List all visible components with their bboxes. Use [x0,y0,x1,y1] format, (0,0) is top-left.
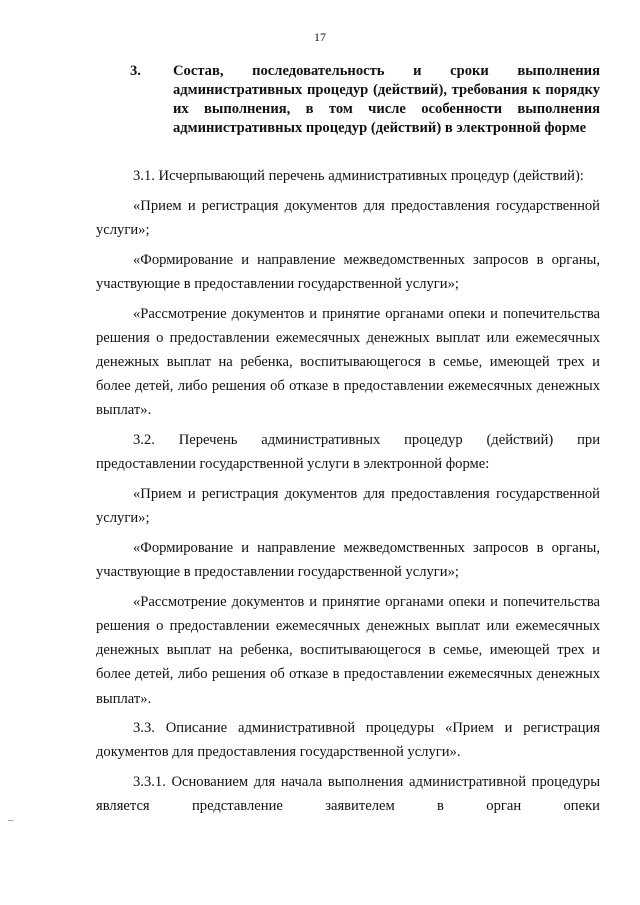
list-item-requests: «Формирование и направление межведомственных запросов в органы, участвующие в предоставлении государственной услуги»; [96,251,600,292]
paragraph-3-3: 3.3. Описание административной процедуры «Прием и регистрация документов для предоставления государственной услуги». [96,720,600,761]
section-title: Состав, последовательность и сроки выполнения административных процедур (действий), требования к порядку их выполнения, в том числе особенности выполнения административных процедур (действий) в электронной форме [173,63,600,136]
paragraph-3-3-1: 3.3.1. Основанием для начала выполнения административной процедуры является представление заявителем в орган опеки [96,774,600,815]
list-item-review-electronic: «Рассмотрение документов и принятие органами опеки и попечительства решения о предоставлении ежемесячных денежных выплат или ежемесячных денежных выплат на ребенка, воспитывающегося в семье, имеющей трех и более детей, либо решения об отказе в предоставлении ежемесячных денежных выплат». [96,593,600,707]
list-item-requests-electronic: «Формирование и направление межведомственных запросов в органы, участвующие в предоставлении государственной услуги»; [96,539,600,581]
paragraph-3-2: 3.2. Перечень административных процедур (действий) при предоставлении государственной услуги в электронной форме: [96,432,600,473]
page-number: 17 [314,30,326,44]
margin-dash-mark: – [8,814,14,826]
paragraph-3-1: 3.1. Исчерпывающий перечень административных процедур (действий): [133,168,584,184]
list-item-review: «Рассмотрение документов и принятие органами опеки и попечительства решения о предоставлении ежемесячных денежных выплат или ежемесячных денежных выплат на ребенка, воспитывающегося в семье, имеющей трех и более детей, либо решения об отказе в предоставлении ежемесячных денежных выплат». [96,305,600,419]
list-item-reception: «Прием и регистрация документов для предоставления государственной услуги»; [96,197,600,238]
section-number: 3. [130,63,141,79]
list-item-reception-electronic: «Прием и регистрация документов для предоставления государственной услуги»; [96,485,600,527]
section-heading [130,62,600,138]
document-body [96,164,600,824]
